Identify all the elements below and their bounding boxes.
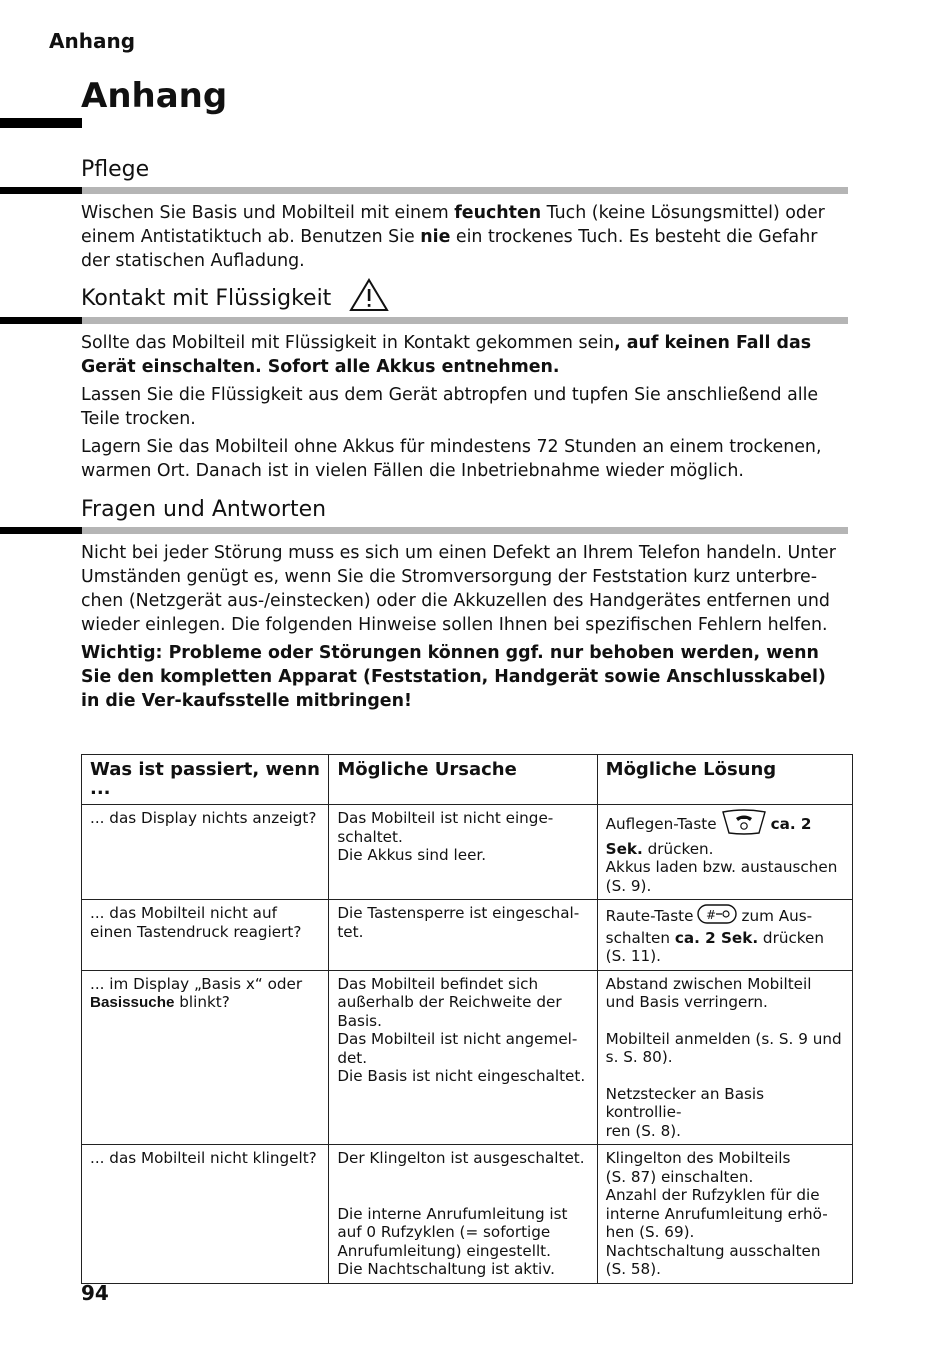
table-cell-problem: ... das Mobilteil nicht klingelt?: [82, 1145, 329, 1284]
section-fragen: [81, 495, 848, 525]
kontakt-body: [81, 331, 848, 487]
table-cell-solution: Raute-Taste # zum Aus- schalten ca. 2 Sek. drücken (S. 11).: [597, 900, 852, 971]
table-cell-problem: ... das Display nichts anzeigt?: [82, 805, 329, 900]
table-cell-solution: Klingelton des Mobilteils (S. 87) einschalten. Anzahl der Rufzyklen für die interne Anrufumleitung erhö- hen (S. 69). Nachtschaltung ausschalten (S. 58).: [597, 1145, 852, 1284]
table-header: Mögliche Ursache: [329, 755, 597, 805]
table-row: [82, 805, 853, 900]
section-title-kontakt: Kontakt mit Flüssigkeit: [81, 284, 848, 314]
display-text-basissuche: Basissuche: [90, 994, 175, 1011]
chapter-title: Anhang: [81, 76, 228, 116]
table-cell-problem: ... im Display „Basis x“ oder Basissuche blinkt?: [82, 970, 329, 1145]
hash-key-icon: [697, 904, 737, 929]
table-header: Mögliche Lösung: [597, 755, 852, 805]
table-cell-cause: Die Tastensperre ist eingeschal- tet.: [329, 900, 597, 971]
section-rule: [0, 527, 848, 534]
kontakt-paragraph-1: Sollte das Mobilteil mit Flüssigkeit in Kontakt gekommen sein, auf keinen Fall das Gerät einschalten. Sofort alle Akkus entnehmen.: [81, 333, 812, 377]
running-head: Anhang: [49, 29, 136, 53]
table-row: [82, 900, 853, 971]
table-row: [82, 1145, 853, 1284]
table-cell-solution: Abstand zwischen Mobilteil und Basis verringern. Mobilteil anmelden (s. S. 9 und s. S. 80). Netzstecker an Basis kontrollie- ren (S. 8).: [597, 970, 852, 1145]
section-title-pflege: Pflege: [81, 157, 150, 182]
faq-table: [81, 754, 853, 1284]
pflege-paragraph: Wischen Sie Basis und Mobilteil mit einem feuchten Tuch (keine Lösungsmittel) oder einem Antistatiktuch ab. Benutzen Sie nie ein trockenes Tuch. Es besteht die Gefahr der statischen Aufladung.: [81, 203, 825, 271]
kontakt-paragraph-3: Lagern Sie das Mobilteil ohne Akkus für mindestens 72 Stunden an einem trockenen, warmen Ort. Danach ist in vielen Fällen die Inbetriebnahme wieder möglich.: [81, 437, 822, 481]
table-header: Was ist passiert, wenn ...: [82, 755, 329, 805]
warning-triangle-icon: [349, 278, 389, 321]
fragen-paragraph-1: Nicht bei jeder Störung muss es sich um einen Defekt an Ihrem Telefon handeln. Unter Umständen genügt es, wenn Sie die Stromversorgung der Feststation kurz unterbre-chen (Netzgerät aus-/einstecken) oder die Akkuzellen des Handgerätes entfernen und wieder einlegen. Die folgenden Hinweise sollen Ihnen bei spezifischen Fehlern helfen.: [81, 543, 836, 635]
section-title-fragen: Fragen und Antworten: [81, 497, 327, 522]
fragen-paragraph-2: Wichtig: Probleme oder Störungen können ggf. nur behoben werden, wenn Sie den kompletten Apparat (Feststation, Handgerät sowie Anschlusskabel) in die Ver-kaufsstelle mitbringen!: [81, 643, 826, 711]
pflege-body: [81, 201, 848, 277]
table-cell-cause: Der Klingelton ist ausgeschaltet. Die interne Anrufumleitung ist auf 0 Rufzyklen (= sofortige Anrufumleitung) eingestellt. Die Nachtschaltung ist aktiv.: [329, 1145, 597, 1284]
kontakt-paragraph-2: Lassen Sie die Flüssigkeit aus dem Gerät abtropfen und tupfen Sie anschließend alle Teile trocken.: [81, 385, 819, 429]
section-pflege: [81, 155, 848, 185]
table-cell-solution: Auflegen-Taste ca. 2 Sek. drücken. Akkus laden bzw. austauschen (S. 9).: [597, 805, 852, 900]
table-row: [82, 970, 853, 1145]
table-header-row: [82, 755, 853, 805]
section-rule: [0, 317, 848, 324]
page-number: 94: [81, 1281, 109, 1305]
chapter-bar: [0, 118, 82, 128]
fragen-body: [81, 541, 848, 717]
end-call-key-icon: [721, 809, 767, 840]
section-kontakt: [81, 284, 848, 314]
table-cell-cause: Das Mobilteil befindet sich außerhalb der Reichweite der Basis. Das Mobilteil ist nicht angemel- det. Die Basis ist nicht eingeschaltet.: [329, 970, 597, 1145]
table-cell-problem: ... das Mobilteil nicht auf einen Tastendruck reagiert?: [82, 900, 329, 971]
section-rule: [0, 187, 848, 194]
table-cell-cause: Das Mobilteil ist nicht einge- schaltet. Die Akkus sind leer.: [329, 805, 597, 900]
svg-text:#: #: [706, 908, 717, 922]
